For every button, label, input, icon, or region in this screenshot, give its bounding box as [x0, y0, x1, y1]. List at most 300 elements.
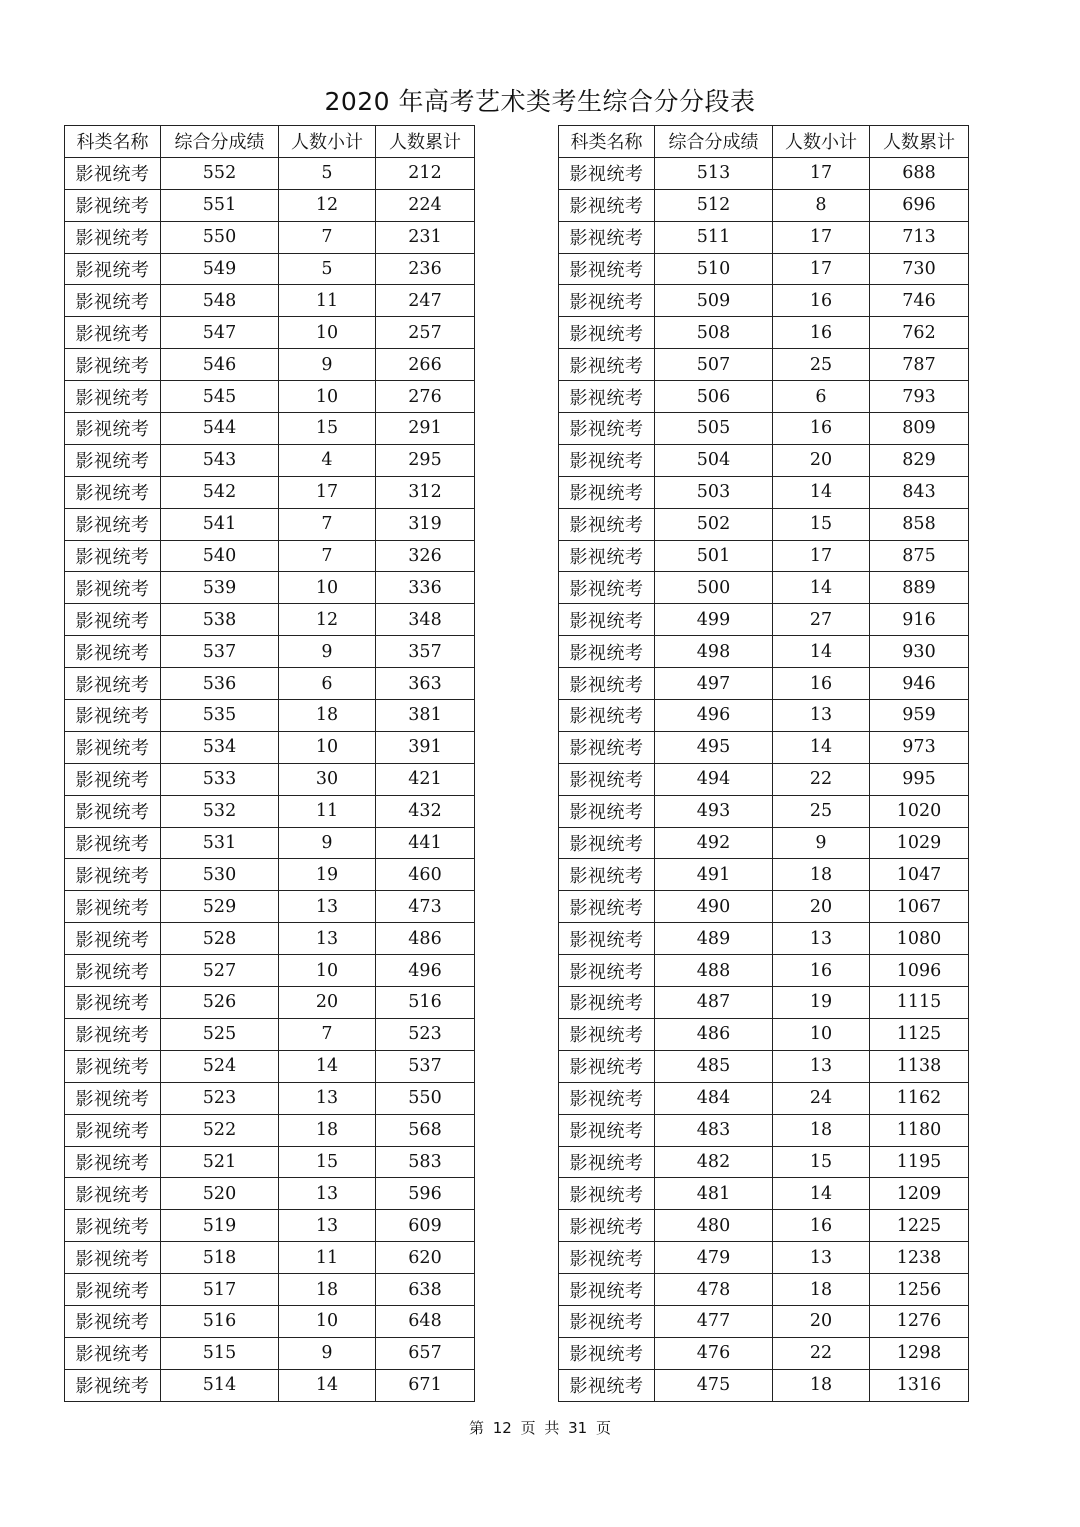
table-row [65, 827, 475, 859]
table-row [559, 1050, 969, 1082]
cell-cumulative: 421 [376, 763, 475, 795]
cell-score: 522 [161, 1114, 279, 1146]
cell-score: 514 [161, 1369, 279, 1401]
header-cumulative: 人数累计 [870, 126, 969, 158]
cell-count: 27 [773, 604, 870, 636]
cell-cumulative: 1162 [870, 1082, 969, 1114]
table-row [559, 508, 969, 540]
cell-category: 影视统考 [65, 1242, 161, 1274]
cell-category: 影视统考 [559, 444, 655, 476]
cell-count: 10 [279, 731, 376, 763]
cell-category: 影视统考 [65, 540, 161, 572]
cell-category: 影视统考 [65, 700, 161, 732]
table-row [559, 572, 969, 604]
cell-count: 13 [279, 923, 376, 955]
cell-cumulative: 609 [376, 1210, 475, 1242]
table-row [559, 1369, 969, 1401]
cell-count: 11 [279, 795, 376, 827]
cell-cumulative: 889 [870, 572, 969, 604]
cell-cumulative: 363 [376, 668, 475, 700]
cell-score: 537 [161, 636, 279, 668]
cell-score: 492 [655, 827, 773, 859]
cell-count: 13 [773, 700, 870, 732]
cell-category: 影视统考 [559, 1369, 655, 1401]
cell-cumulative: 460 [376, 859, 475, 891]
cell-score: 501 [655, 540, 773, 572]
cell-count: 14 [773, 1178, 870, 1210]
cell-category: 影视统考 [559, 1274, 655, 1306]
cell-score: 480 [655, 1210, 773, 1242]
cell-cumulative: 496 [376, 955, 475, 987]
cell-score: 518 [161, 1242, 279, 1274]
cell-category: 影视统考 [65, 1305, 161, 1337]
cell-score: 503 [655, 476, 773, 508]
cell-cumulative: 638 [376, 1274, 475, 1306]
cell-score: 500 [655, 572, 773, 604]
cell-count: 10 [773, 1018, 870, 1050]
cell-count: 10 [279, 317, 376, 349]
cell-cumulative: 236 [376, 253, 475, 285]
cell-category: 影视统考 [65, 1082, 161, 1114]
cell-cumulative: 568 [376, 1114, 475, 1146]
cell-score: 552 [161, 157, 279, 189]
table-row [559, 987, 969, 1019]
cell-category: 影视统考 [559, 189, 655, 221]
cell-cumulative: 523 [376, 1018, 475, 1050]
cell-category: 影视统考 [559, 795, 655, 827]
cell-count: 17 [773, 540, 870, 572]
table-row [65, 731, 475, 763]
cell-cumulative: 441 [376, 827, 475, 859]
score-table-right [558, 125, 969, 1402]
cell-category: 影视统考 [559, 157, 655, 189]
cell-category: 影视统考 [559, 1210, 655, 1242]
cell-category: 影视统考 [65, 859, 161, 891]
cell-cumulative: 596 [376, 1178, 475, 1210]
cell-score: 487 [655, 987, 773, 1019]
cell-score: 489 [655, 923, 773, 955]
cell-category: 影视统考 [559, 1242, 655, 1274]
cell-cumulative: 357 [376, 636, 475, 668]
cell-category: 影视统考 [559, 508, 655, 540]
cell-count: 9 [279, 636, 376, 668]
table-row [65, 859, 475, 891]
cell-category: 影视统考 [65, 476, 161, 508]
table-row [65, 795, 475, 827]
cell-category: 影视统考 [559, 1050, 655, 1082]
cell-category: 影视统考 [65, 1178, 161, 1210]
table-row [65, 476, 475, 508]
cell-score: 529 [161, 891, 279, 923]
cell-score: 539 [161, 572, 279, 604]
score-table-left [64, 125, 475, 1402]
cell-score: 476 [655, 1337, 773, 1369]
table-row [559, 285, 969, 317]
cell-cumulative: 730 [870, 253, 969, 285]
table-row [65, 444, 475, 476]
cell-category: 影视统考 [559, 1337, 655, 1369]
cell-score: 543 [161, 444, 279, 476]
cell-category: 影视统考 [559, 891, 655, 923]
cell-count: 22 [773, 1337, 870, 1369]
table-row [559, 955, 969, 987]
cell-count: 14 [279, 1050, 376, 1082]
cell-count: 15 [773, 1146, 870, 1178]
cell-count: 18 [773, 859, 870, 891]
table-row [559, 923, 969, 955]
cell-cumulative: 995 [870, 763, 969, 795]
cell-cumulative: 291 [376, 413, 475, 445]
table-row [559, 891, 969, 923]
table-row [65, 1210, 475, 1242]
cell-category: 影视统考 [65, 508, 161, 540]
cell-score: 548 [161, 285, 279, 317]
cell-cumulative: 1096 [870, 955, 969, 987]
cell-score: 507 [655, 349, 773, 381]
cell-cumulative: 829 [870, 444, 969, 476]
cell-cumulative: 746 [870, 285, 969, 317]
cell-category: 影视统考 [65, 1146, 161, 1178]
cell-score: 519 [161, 1210, 279, 1242]
cell-cumulative: 1195 [870, 1146, 969, 1178]
table-row [559, 1337, 969, 1369]
header-score: 综合分成绩 [655, 126, 773, 158]
cell-category: 影视统考 [65, 955, 161, 987]
cell-count: 22 [773, 763, 870, 795]
cell-cumulative: 1138 [870, 1050, 969, 1082]
cell-cumulative: 1276 [870, 1305, 969, 1337]
cell-count: 4 [279, 444, 376, 476]
table-row [65, 987, 475, 1019]
cell-cumulative: 391 [376, 731, 475, 763]
cell-score: 510 [655, 253, 773, 285]
table-row [65, 955, 475, 987]
cell-score: 506 [655, 381, 773, 413]
cell-cumulative: 1180 [870, 1114, 969, 1146]
table-row [559, 700, 969, 732]
cell-category: 影视统考 [65, 221, 161, 253]
cell-score: 479 [655, 1242, 773, 1274]
cell-category: 影视统考 [559, 827, 655, 859]
cell-count: 11 [279, 1242, 376, 1274]
cell-category: 影视统考 [65, 1274, 161, 1306]
cell-count: 13 [279, 891, 376, 923]
header-category: 科类名称 [559, 126, 655, 158]
cell-cumulative: 516 [376, 987, 475, 1019]
cell-category: 影视统考 [559, 253, 655, 285]
cell-score: 485 [655, 1050, 773, 1082]
cell-count: 15 [773, 508, 870, 540]
cell-count: 14 [773, 731, 870, 763]
cell-score: 499 [655, 604, 773, 636]
cell-count: 13 [279, 1178, 376, 1210]
cell-cumulative: 843 [870, 476, 969, 508]
table-row [559, 1274, 969, 1306]
cell-score: 477 [655, 1305, 773, 1337]
table-row [65, 381, 475, 413]
cell-category: 影视统考 [65, 1114, 161, 1146]
cell-count: 17 [279, 476, 376, 508]
table-row [65, 763, 475, 795]
table-row [559, 1305, 969, 1337]
table-row [559, 1146, 969, 1178]
cell-category: 影视统考 [559, 636, 655, 668]
cell-count: 10 [279, 381, 376, 413]
table-row [559, 1210, 969, 1242]
table-row [559, 476, 969, 508]
cell-cumulative: 212 [376, 157, 475, 189]
table-header-row [559, 126, 969, 158]
cell-cumulative: 336 [376, 572, 475, 604]
table-row [65, 1114, 475, 1146]
cell-score: 532 [161, 795, 279, 827]
cell-cumulative: 381 [376, 700, 475, 732]
cell-count: 13 [773, 1242, 870, 1274]
cell-count: 17 [773, 157, 870, 189]
cell-count: 14 [773, 636, 870, 668]
table-row [65, 604, 475, 636]
cell-count: 7 [279, 1018, 376, 1050]
cell-category: 影视统考 [559, 668, 655, 700]
table-row [559, 827, 969, 859]
cell-cumulative: 930 [870, 636, 969, 668]
cell-cumulative: 1316 [870, 1369, 969, 1401]
cell-score: 478 [655, 1274, 773, 1306]
table-row [65, 1050, 475, 1082]
cell-count: 16 [773, 955, 870, 987]
cell-count: 11 [279, 285, 376, 317]
cell-count: 14 [773, 476, 870, 508]
cell-cumulative: 1115 [870, 987, 969, 1019]
cell-category: 影视统考 [65, 413, 161, 445]
cell-cumulative: 1125 [870, 1018, 969, 1050]
cell-count: 24 [773, 1082, 870, 1114]
table-row [559, 1018, 969, 1050]
cell-cumulative: 1256 [870, 1274, 969, 1306]
cell-cumulative: 1238 [870, 1242, 969, 1274]
cell-score: 508 [655, 317, 773, 349]
table-row [559, 381, 969, 413]
cell-category: 影视统考 [559, 987, 655, 1019]
cell-category: 影视统考 [65, 1050, 161, 1082]
table-row [559, 189, 969, 221]
cell-cumulative: 858 [870, 508, 969, 540]
table-row [559, 1082, 969, 1114]
cell-count: 6 [279, 668, 376, 700]
cell-count: 17 [773, 221, 870, 253]
table-header-row [65, 126, 475, 158]
table-row [65, 700, 475, 732]
cell-score: 509 [655, 285, 773, 317]
cell-count: 16 [773, 285, 870, 317]
cell-score: 527 [161, 955, 279, 987]
cell-count: 8 [773, 189, 870, 221]
cell-cumulative: 486 [376, 923, 475, 955]
cell-score: 521 [161, 1146, 279, 1178]
cell-category: 影视统考 [559, 540, 655, 572]
cell-category: 影视统考 [65, 795, 161, 827]
cell-count: 7 [279, 540, 376, 572]
table-row [65, 285, 475, 317]
cell-cumulative: 224 [376, 189, 475, 221]
table-row [65, 1369, 475, 1401]
cell-count: 15 [279, 413, 376, 445]
cell-score: 498 [655, 636, 773, 668]
cell-category: 影视统考 [559, 763, 655, 795]
cell-score: 496 [655, 700, 773, 732]
cell-category: 影视统考 [65, 1018, 161, 1050]
cell-count: 13 [279, 1210, 376, 1242]
header-count: 人数小计 [279, 126, 376, 158]
cell-category: 影视统考 [65, 253, 161, 285]
cell-count: 9 [279, 349, 376, 381]
table-row [559, 444, 969, 476]
cell-cumulative: 1029 [870, 827, 969, 859]
cell-category: 影视统考 [65, 444, 161, 476]
cell-cumulative: 326 [376, 540, 475, 572]
cell-count: 20 [773, 1305, 870, 1337]
cell-category: 影视统考 [559, 221, 655, 253]
page-title: 2020 年高考艺术类考生综合分分段表 [324, 87, 756, 116]
cell-category: 影视统考 [65, 827, 161, 859]
table-row [559, 540, 969, 572]
table-row [65, 1178, 475, 1210]
table-row [65, 668, 475, 700]
cell-cumulative: 696 [870, 189, 969, 221]
table-row [559, 795, 969, 827]
table-row [559, 1242, 969, 1274]
table-row [65, 317, 475, 349]
cell-score: 533 [161, 763, 279, 795]
cell-count: 16 [773, 1210, 870, 1242]
table-row [65, 891, 475, 923]
cell-count: 18 [279, 700, 376, 732]
cell-score: 544 [161, 413, 279, 445]
cell-score: 546 [161, 349, 279, 381]
cell-score: 493 [655, 795, 773, 827]
cell-count: 5 [279, 253, 376, 285]
table-row [65, 508, 475, 540]
cell-cumulative: 916 [870, 604, 969, 636]
cell-category: 影视统考 [559, 317, 655, 349]
cell-score: 538 [161, 604, 279, 636]
cell-cumulative: 657 [376, 1337, 475, 1369]
cell-cumulative: 276 [376, 381, 475, 413]
cell-category: 影视统考 [559, 700, 655, 732]
cell-cumulative: 257 [376, 317, 475, 349]
cell-score: 536 [161, 668, 279, 700]
cell-cumulative: 713 [870, 221, 969, 253]
cell-category: 影视统考 [65, 668, 161, 700]
cell-score: 542 [161, 476, 279, 508]
cell-cumulative: 809 [870, 413, 969, 445]
table-row [65, 572, 475, 604]
cell-score: 540 [161, 540, 279, 572]
cell-cumulative: 1298 [870, 1337, 969, 1369]
cell-count: 30 [279, 763, 376, 795]
cell-score: 488 [655, 955, 773, 987]
cell-count: 7 [279, 221, 376, 253]
cell-cumulative: 793 [870, 381, 969, 413]
cell-category: 影视统考 [559, 349, 655, 381]
cell-count: 20 [773, 891, 870, 923]
cell-cumulative: 473 [376, 891, 475, 923]
cell-count: 5 [279, 157, 376, 189]
cell-score: 520 [161, 1178, 279, 1210]
table-row [65, 1018, 475, 1050]
cell-count: 14 [279, 1369, 376, 1401]
cell-count: 10 [279, 955, 376, 987]
cell-cumulative: 875 [870, 540, 969, 572]
table-row [559, 731, 969, 763]
cell-category: 影视统考 [65, 349, 161, 381]
cell-cumulative: 550 [376, 1082, 475, 1114]
cell-category: 影视统考 [559, 859, 655, 891]
cell-count: 18 [773, 1369, 870, 1401]
cell-score: 550 [161, 221, 279, 253]
cell-count: 16 [773, 413, 870, 445]
cell-score: 483 [655, 1114, 773, 1146]
table-row [65, 1082, 475, 1114]
table-body-left [65, 157, 475, 1401]
cell-score: 511 [655, 221, 773, 253]
cell-category: 影视统考 [559, 572, 655, 604]
page-number: 第 12 页 共 31 页 [468, 1419, 611, 1437]
cell-category: 影视统考 [65, 891, 161, 923]
table-row [559, 668, 969, 700]
cell-category: 影视统考 [65, 763, 161, 795]
table-row [559, 253, 969, 285]
cell-count: 10 [279, 572, 376, 604]
cell-cumulative: 946 [870, 668, 969, 700]
cell-count: 18 [279, 1114, 376, 1146]
cell-count: 15 [279, 1146, 376, 1178]
cell-count: 12 [279, 604, 376, 636]
cell-cumulative: 1047 [870, 859, 969, 891]
cell-cumulative: 1067 [870, 891, 969, 923]
table-row [65, 636, 475, 668]
table-row [559, 157, 969, 189]
table-row [559, 636, 969, 668]
cell-category: 影视统考 [65, 285, 161, 317]
table-row [559, 763, 969, 795]
cell-category: 影视统考 [65, 987, 161, 1019]
cell-count: 13 [773, 1050, 870, 1082]
cell-score: 515 [161, 1337, 279, 1369]
cell-score: 524 [161, 1050, 279, 1082]
table-row [559, 1114, 969, 1146]
cell-category: 影视统考 [559, 1305, 655, 1337]
cell-cumulative: 537 [376, 1050, 475, 1082]
cell-cumulative: 1225 [870, 1210, 969, 1242]
table-row [65, 157, 475, 189]
cell-cumulative: 583 [376, 1146, 475, 1178]
cell-count: 19 [773, 987, 870, 1019]
cell-count: 12 [279, 189, 376, 221]
cell-count: 17 [773, 253, 870, 285]
table-row [65, 923, 475, 955]
cell-cumulative: 266 [376, 349, 475, 381]
cell-count: 18 [773, 1114, 870, 1146]
cell-score: 482 [655, 1146, 773, 1178]
cell-score: 531 [161, 827, 279, 859]
cell-score: 486 [655, 1018, 773, 1050]
cell-count: 19 [279, 859, 376, 891]
cell-count: 7 [279, 508, 376, 540]
cell-count: 25 [773, 349, 870, 381]
cell-score: 505 [655, 413, 773, 445]
cell-count: 13 [279, 1082, 376, 1114]
